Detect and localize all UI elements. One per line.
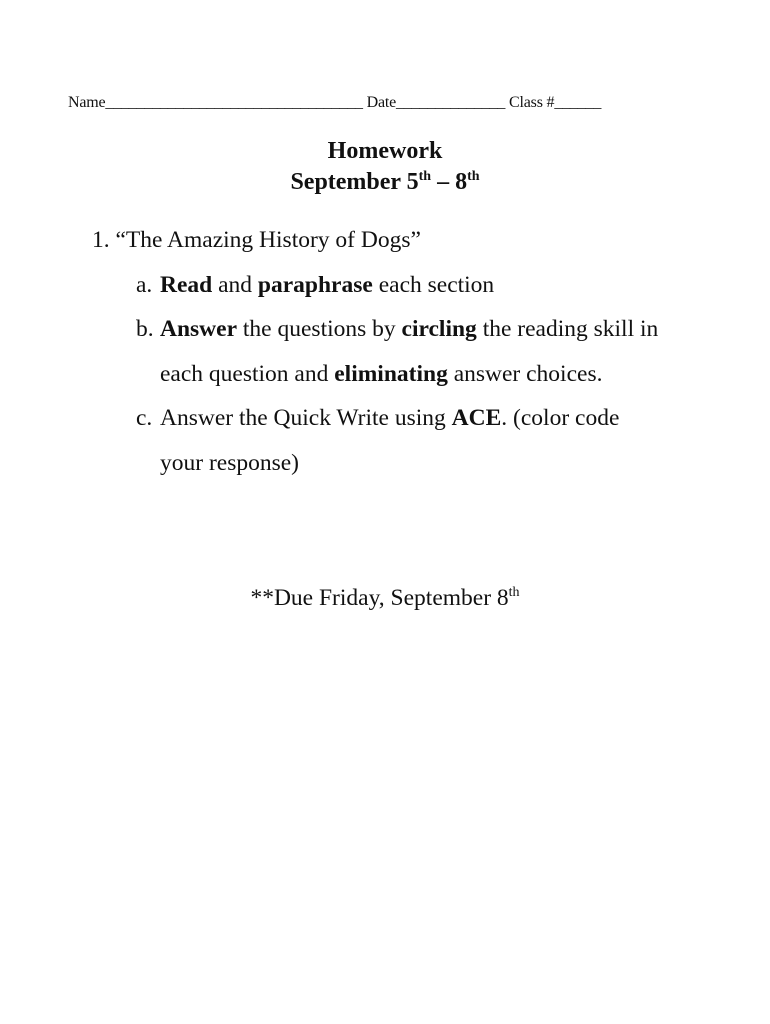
assignment-item-1 <box>92 218 421 263</box>
item-title: “The Amazing History of Dogs” <box>115 227 421 253</box>
title-line-1: Homework <box>327 138 443 164</box>
subitem-c-label: c. <box>136 405 153 431</box>
date-label: Date <box>366 94 397 111</box>
subitem-b <box>136 307 658 352</box>
subitem-a-label: a. <box>136 272 153 298</box>
due-text: **Due Friday, September 8 <box>250 585 509 611</box>
subitem-b-line2-text-1: each question and <box>160 361 335 387</box>
date-blank: ______________ <box>396 94 506 111</box>
subitem-a <box>136 263 494 308</box>
subitem-c-text-1: Answer the Quick Write using <box>160 405 452 431</box>
page-title <box>0 136 770 198</box>
subitem-c-line2: your response) <box>160 450 300 476</box>
subitem-b-label: b. <box>136 316 154 342</box>
title-date-end: – 8 <box>431 169 468 195</box>
name-blank: _________________________________ <box>105 94 363 111</box>
subitem-c-continued <box>160 441 299 486</box>
title-date-start: September 5 <box>290 169 419 195</box>
subitem-b-bold-eliminating: eliminating <box>334 361 448 387</box>
title-sup-1: th <box>418 169 432 184</box>
title-line-2 <box>0 167 770 198</box>
subitem-b-line2-text-2: answer choices. <box>447 361 603 387</box>
subitem-a-bold-read: Read <box>160 272 213 298</box>
class-blank: ______ <box>554 94 602 111</box>
subitem-b-text-2: the reading skill in <box>476 316 659 342</box>
subitem-b-continued <box>160 352 602 397</box>
subitem-b-text-1: the questions by <box>237 316 402 342</box>
subitem-b-bold-answer: Answer <box>160 316 238 342</box>
subitem-b-bold-circling: circling <box>401 316 477 342</box>
student-info-line <box>68 94 708 112</box>
subitem-c-bold-ace: ACE <box>451 405 502 431</box>
subitem-c <box>136 396 619 441</box>
item-number: 1. <box>92 227 110 253</box>
title-sup-2: th <box>467 169 480 184</box>
due-sup: th <box>508 585 520 601</box>
class-label: Class # <box>509 94 555 111</box>
subitem-a-text-1: and <box>212 272 258 298</box>
subitem-c-text-2: . (color code <box>501 405 620 431</box>
name-label: Name <box>68 94 106 111</box>
due-date-note <box>0 578 770 618</box>
subitem-a-bold-paraphrase: paraphrase <box>257 272 373 298</box>
subitem-a-text-2: each section <box>372 272 495 298</box>
